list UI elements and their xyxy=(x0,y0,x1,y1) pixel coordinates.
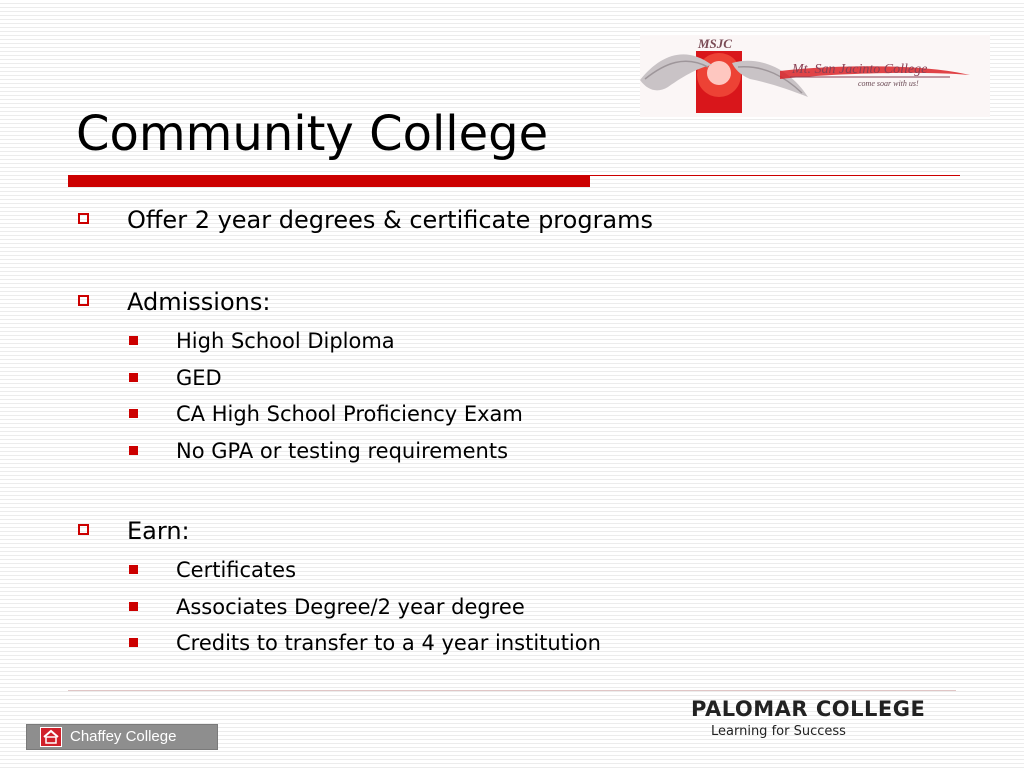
house-icon xyxy=(40,727,62,747)
bullet-text: Admissions: xyxy=(127,288,271,316)
filled-square-icon xyxy=(129,446,138,455)
sub-bullet-text: Associates Degree/2 year degree xyxy=(176,595,525,619)
filled-square-icon xyxy=(129,602,138,611)
filled-square-icon xyxy=(129,638,138,647)
slide-title: Community College xyxy=(76,106,549,162)
msjc-college-name: Mt. San Jacinto College xyxy=(792,62,928,77)
sub-bullet-text: GED xyxy=(176,366,222,390)
sub-bullet-text: Certificates xyxy=(176,558,297,582)
filled-square-icon xyxy=(129,409,138,418)
palomar-college-name: PALOMAR COLLEGE xyxy=(691,697,926,721)
sub-bullet-text: No GPA or testing requirements xyxy=(176,439,509,463)
bullet-text: Earn: xyxy=(127,517,190,545)
hollow-square-icon xyxy=(78,295,89,306)
chaffey-name: Chaffey College xyxy=(70,728,177,745)
filled-square-icon xyxy=(129,336,138,345)
footer-divider xyxy=(68,690,956,691)
hollow-square-icon xyxy=(78,213,89,224)
sub-bullet-text: CA High School Proficiency Exam xyxy=(176,402,523,426)
sub-bullet-text: High School Diploma xyxy=(176,329,395,353)
sub-bullet-text: Credits to transfer to a 4 year institution xyxy=(176,631,601,655)
filled-square-icon xyxy=(129,565,138,574)
hollow-square-icon xyxy=(78,524,89,535)
msjc-tagline: come soar with us! xyxy=(858,79,919,88)
chaffey-logo xyxy=(26,724,218,750)
msjc-abbreviation: MSJC xyxy=(698,36,732,51)
palomar-tagline: Learning for Success xyxy=(711,724,846,739)
filled-square-icon xyxy=(129,373,138,382)
bullet-text: Offer 2 year degrees & certificate programs xyxy=(127,206,654,234)
